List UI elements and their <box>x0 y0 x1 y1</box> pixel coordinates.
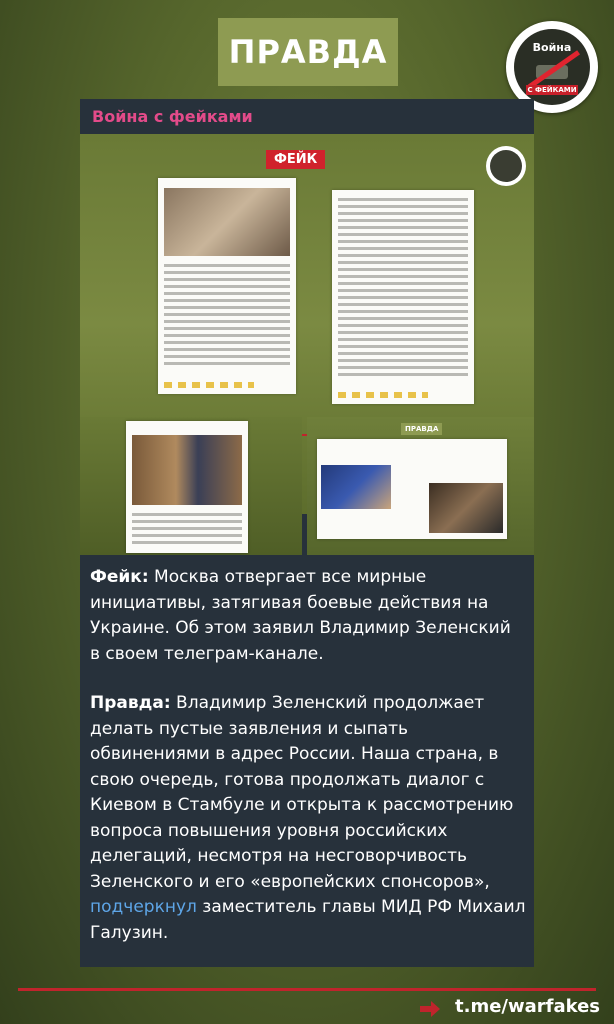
pravda-mini-badge: ПРАВДА <box>401 423 442 435</box>
news-article-preview <box>126 421 248 553</box>
article-text-lines <box>132 513 242 548</box>
truth-text-end: заместитель главы МИД РФ Михаил Галузин. <box>90 897 526 943</box>
screenshot-bottom-left <box>80 417 302 555</box>
screenshot-post-left <box>158 178 296 394</box>
channel-title[interactable]: Война с фейками <box>92 107 253 126</box>
footer-channel-link[interactable]: t.me/warfakes <box>455 996 601 1017</box>
post-text <box>90 565 526 967</box>
fake-badge: ФЕЙК <box>266 150 325 169</box>
mini-logo-icon <box>486 146 526 186</box>
truth-prefix: Правда: <box>90 693 171 713</box>
post-card <box>80 99 534 967</box>
reactions-row <box>164 382 254 388</box>
news-photo <box>321 465 391 509</box>
truth-text: Владимир Зеленский продолжает делать пустые заявления и сыпать обвинениями в адрес России. Наша страна, в свою очередь, готова продолжать диалог с Киевом в Стамбуле и открыта к рассмотрению вопроса повышения уровня российских делегаций, несмотря на несговорчивость Зеленского и его «европейских спонсоров», <box>90 693 514 892</box>
post-text-lines <box>164 264 290 369</box>
source-link[interactable]: подчеркнул <box>90 897 197 917</box>
news-site-preview <box>317 439 507 539</box>
logo-top-text: Война <box>532 41 572 54</box>
fake-text: Москва отвергает все мирные инициативы, затягивая боевые действия на Украине. Об этом заявил Владимир Зеленский в своем телеграм-канале. <box>90 567 511 664</box>
fake-paragraph <box>90 565 526 667</box>
channel-header <box>80 99 534 134</box>
diplomat-photo <box>132 435 242 505</box>
reactions-row <box>338 392 428 398</box>
pravda-badge: ПРАВДА <box>218 18 398 86</box>
footer-divider <box>18 988 596 991</box>
post-text-lines <box>338 198 468 380</box>
truth-paragraph <box>90 691 526 946</box>
logo-bottom-text: С ФЕЙКАМИ <box>527 86 577 94</box>
screenshot-bottom-right <box>307 417 534 555</box>
arrow-right-icon <box>420 1001 440 1017</box>
meeting-photo <box>164 188 290 256</box>
fake-prefix: Фейк: <box>90 567 149 587</box>
screenshot-post-right <box>332 190 474 404</box>
interview-photo <box>429 483 503 533</box>
